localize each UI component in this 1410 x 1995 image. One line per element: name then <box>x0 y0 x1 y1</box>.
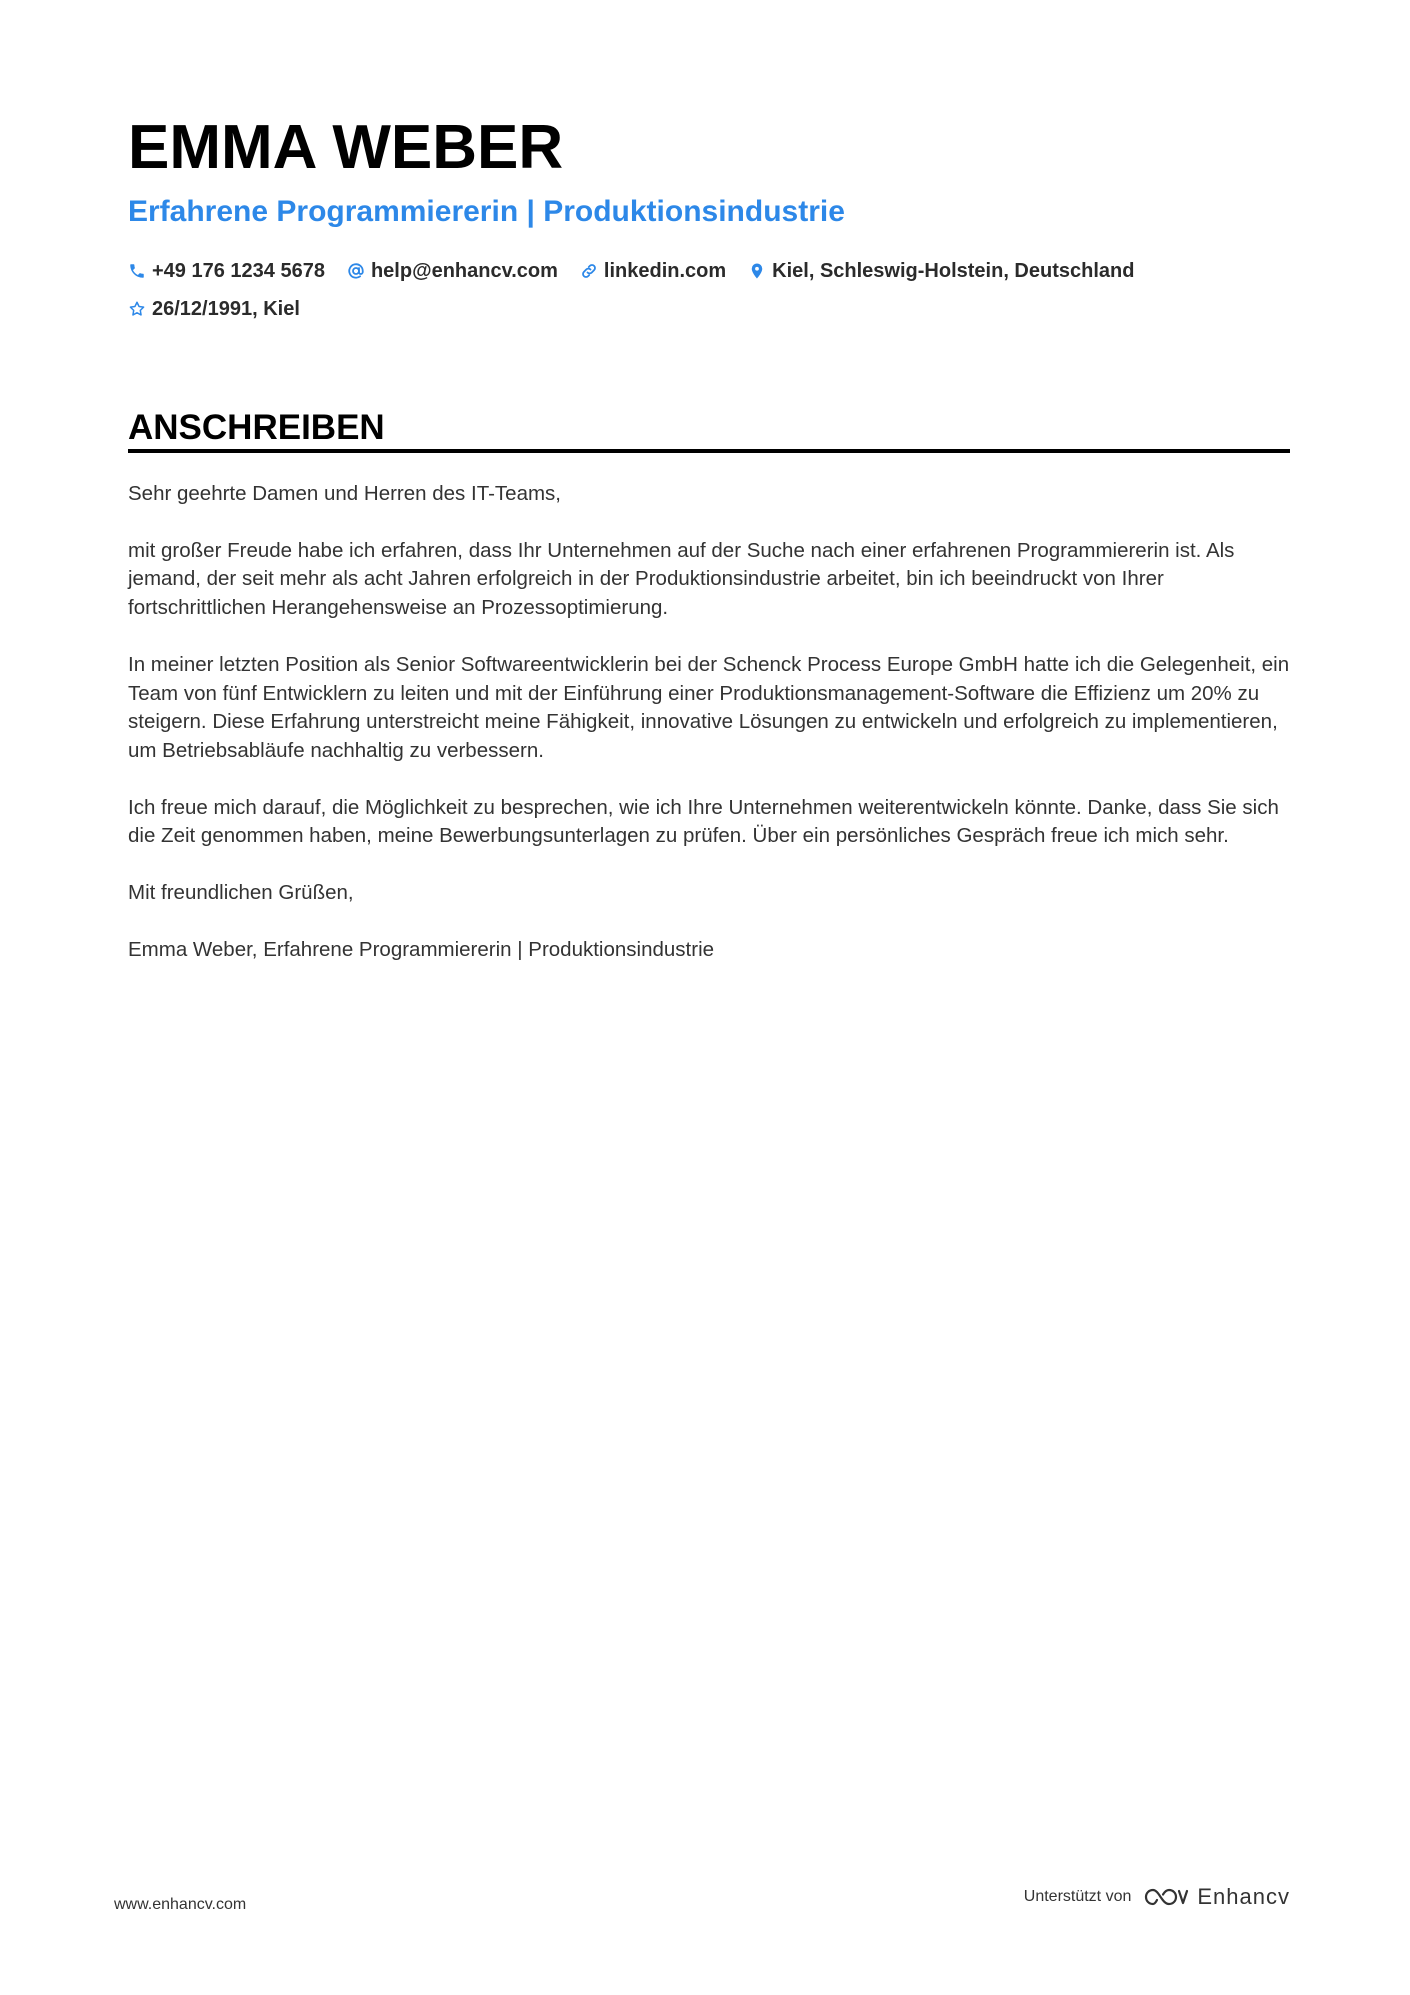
footer-branding <box>1024 1884 1290 1910</box>
at-icon <box>347 262 365 280</box>
letter-paragraph: mit großer Freude habe ich erfahren, dass Ihr Unternehmen auf der Suche nach einer erfahrenen Programmiererin ist. Als jemand, der seit mehr als acht Jahren erfolgreich in der Produktionsindustrie arbeitet, bin ich beeindruckt von Ihrer fortschrittlichen Herangehensweise an Prozessoptimierung. <box>128 538 1235 620</box>
letter-paragraph: In meiner letzten Position als Senior Softwareentwicklerin bei der Schenck Process Europe GmbH hatte ich die Gelegenheit, ein Team von fünf Entwicklern zu leiten und mit der Einführung einer Produktionsmanagement-Software die Effizienz um 20% zu steigern. Diese Erfahrung unterstreicht meine Fähigkeit, innovative Lösungen zu entwickeln und erfolgreich zu implementieren, um Betriebsabläufe nachhaltig zu verbessern. <box>128 652 1290 762</box>
section-title: ANSCHREIBEN <box>128 408 385 447</box>
contact-phone[interactable] <box>128 260 325 283</box>
contact-location-text: Kiel, Schleswig-Holstein, Deutschland <box>772 259 1135 282</box>
powered-by-text: Unterstützt von <box>1023 1888 1132 1905</box>
letter-signature: Emma Weber, Erfahrene Programmiererin | Produktionsindustrie <box>128 937 715 961</box>
footer-website[interactable]: www.enhancv.com <box>114 1896 247 1913</box>
contact-birth <box>128 298 300 321</box>
letter-body <box>128 480 1290 992</box>
letter-closing: Mit freundlichen Grüßen, <box>128 881 354 905</box>
contact-row-2 <box>128 290 1290 328</box>
section-divider <box>128 449 1290 453</box>
contact-birth-text: 26/12/1991, Kiel <box>152 297 300 320</box>
contact-email-text: help@enhancv.com <box>370 259 558 282</box>
link-icon <box>580 262 598 280</box>
contact-row-1 <box>128 252 1290 290</box>
contact-phone-text: +49 176 1234 5678 <box>152 259 325 282</box>
contact-info <box>128 252 1290 328</box>
letter-paragraph: Ich freue mich darauf, die Möglichkeit zu besprechen, wie ich Ihre Unternehmen weiterentwickeln könnte. Danke, dass Sie sich die Zeit genommen haben, meine Bewerbungsunterlagen zu prüfen. Über ein persönliches Gespräch freue ich mich sehr. <box>128 795 1279 848</box>
enhancv-logo-icon <box>1143 1885 1189 1909</box>
contact-email[interactable] <box>347 260 558 283</box>
star-icon <box>128 300 146 318</box>
enhancv-brand-name: Enhancv <box>1197 1884 1290 1909</box>
candidate-headline: Erfahrene Programmiererin | Produktionsindustrie <box>128 195 845 228</box>
contact-linkedin-text: linkedin.com <box>603 259 727 282</box>
location-pin-icon <box>748 262 766 280</box>
candidate-name: EMMA WEBER <box>128 113 564 182</box>
contact-linkedin[interactable] <box>580 260 726 283</box>
contact-location <box>748 260 1134 283</box>
letter-salutation: Sehr geehrte Damen und Herren des IT-Teams, <box>128 482 561 505</box>
phone-icon <box>128 262 146 280</box>
